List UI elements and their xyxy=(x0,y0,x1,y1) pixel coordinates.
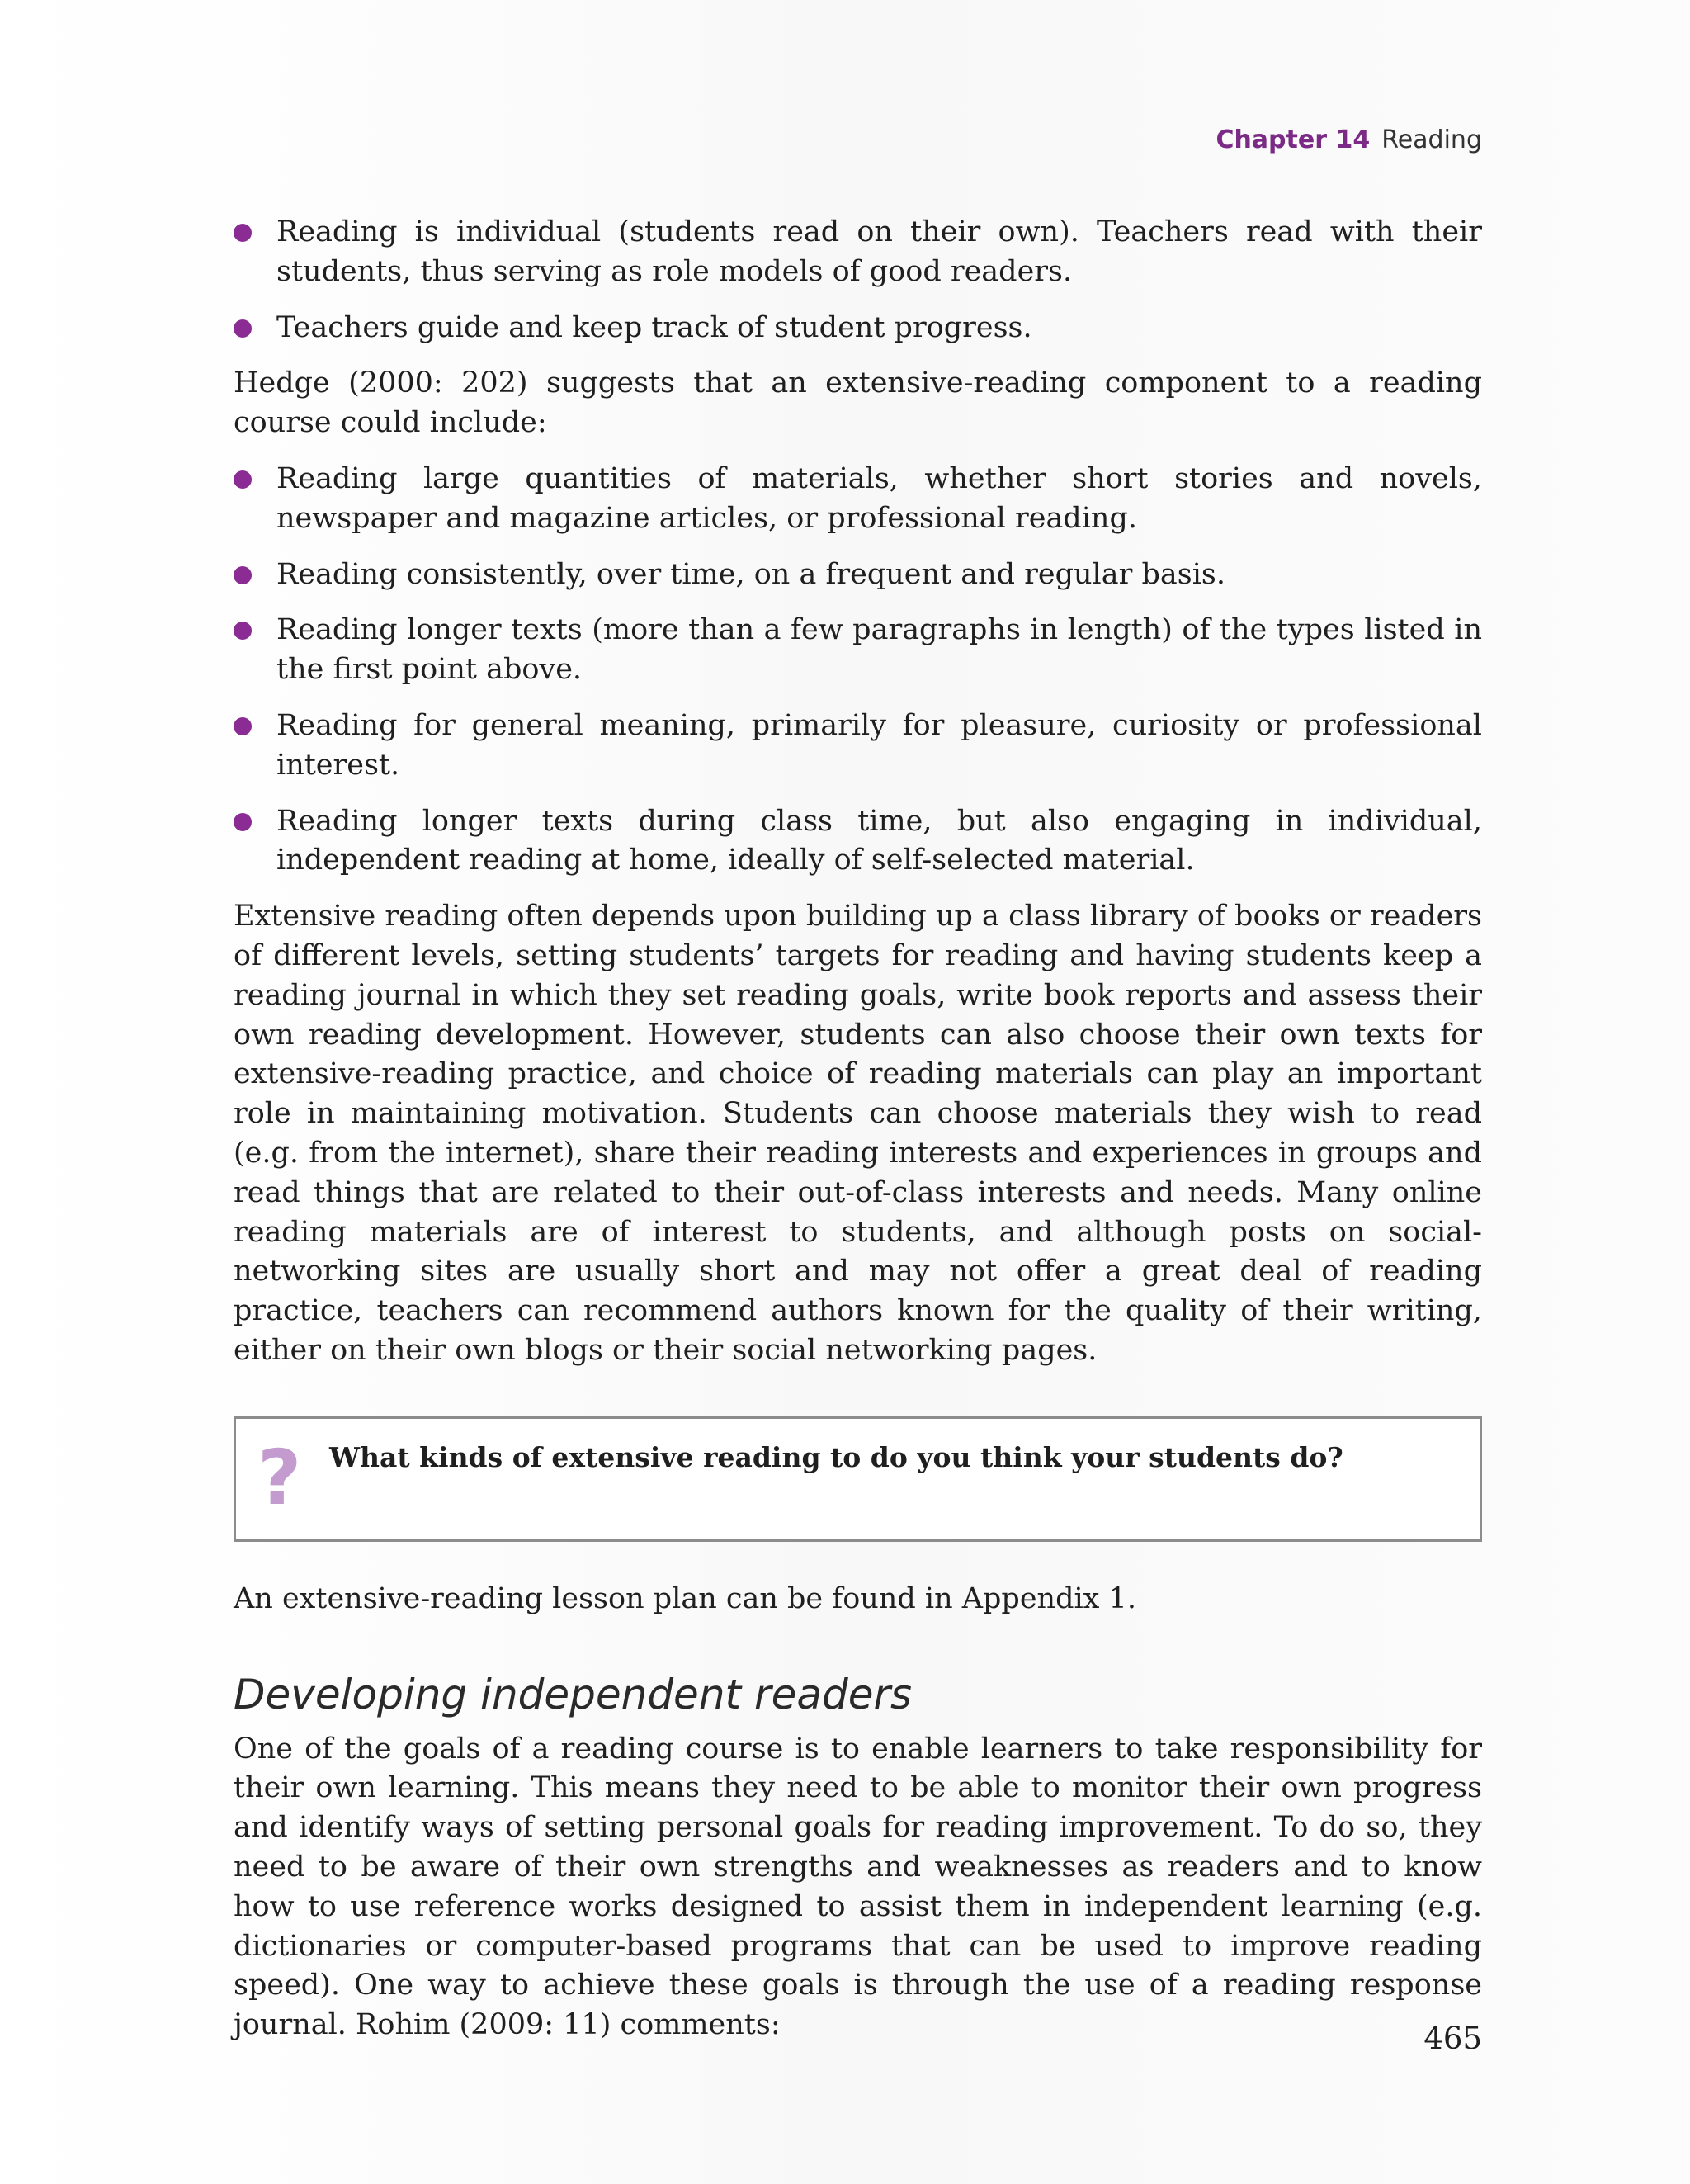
list-item-text: Reading consistently, over time, on a frequent and regular basis. xyxy=(276,557,1225,591)
list-item xyxy=(234,802,1482,882)
list-item-text: Reading longer texts during class time, but also engaging in individual, independent reading at home, ideally of self-selected material. xyxy=(276,804,1482,877)
list-item xyxy=(234,555,1482,595)
chapter-label: Chapter 14 xyxy=(1216,125,1371,154)
list-item xyxy=(234,611,1482,690)
list-item xyxy=(234,309,1482,348)
bullet-icon xyxy=(234,566,252,584)
page-content xyxy=(234,213,1482,2062)
chapter-title: Reading xyxy=(1381,125,1482,154)
paragraph-extensive-reading: Extensive reading often depends upon building up a class library of books or readers of different levels, setting students’ targets for reading and having students keep a reading journal in which they set reading goals, write book reports and assess their own reading development. However, students can also choose their own texts for extensive-reading practice, and choice of reading materials can play an important role in maintaining motivation. Students can choose materials they wish to read (e.g. from the internet), share their reading interests and experiences in groups and read things that are related to their out-of-class interests and needs. Many online reading materials are of interest to students, and although posts on social-networking sites are usually short and may not offer a great deal of reading practice, teachers can recommend authors known for the quality of their writing, either on their own blogs or their social networking pages. xyxy=(234,900,1482,1367)
section-heading: Developing independent readers xyxy=(234,1670,913,1718)
bullet-icon xyxy=(234,319,252,338)
reflection-box xyxy=(234,1416,1482,1542)
page-number: 465 xyxy=(1423,2021,1482,2056)
bullet-list-reading-traits xyxy=(234,213,1482,347)
list-item-text: Reading is individual (students read on their own). Teachers read with their students, thus serving as role models of good readers. xyxy=(276,215,1482,288)
list-item-text: Reading for general meaning, primarily for pleasure, curiosity or professional interest. xyxy=(276,708,1482,782)
list-item-text: Reading large quantities of materials, whether short stories and novels, newspaper and magazine articles, or professional reading. xyxy=(276,461,1482,535)
running-head xyxy=(1216,125,1482,154)
list-item xyxy=(234,707,1482,786)
paragraph-appendix-note: An extensive-reading lesson plan can be found in Appendix 1. xyxy=(234,1581,1136,1615)
bullet-icon xyxy=(234,470,252,489)
list-item-text: Reading longer texts (more than a few paragraphs in length) of the types listed in the first point above. xyxy=(276,613,1482,687)
list-item xyxy=(234,213,1482,292)
paragraph-independent-readers: One of the goals of a reading course is to enable learners to take responsibility for their own learning. This means they need to be able to monitor their own progress and identify ways of setting personal goals for reading improvement. To do so, they need to be aware of their own strengths and weaknesses as readers and to know how to use reference works designed to assist them in independent learning (e.g. dictionaries or computer-based programs that can be used to improve reading speed). One way to achieve these goals is through the use of a reading response journal. Rohim (2009: 11) comments: xyxy=(234,1732,1482,2042)
bullet-list-extensive-reading-components xyxy=(234,460,1482,881)
list-item xyxy=(234,460,1482,539)
bullet-icon xyxy=(234,813,252,831)
reflection-question: What kinds of extensive reading to do you think your students do? xyxy=(329,1440,1343,1473)
paragraph-hedge-intro: Hedge (2000: 202) suggests that an extensive-reading component to a reading course could include: xyxy=(234,366,1482,440)
bullet-icon xyxy=(234,717,252,735)
bullet-icon xyxy=(234,224,252,242)
list-item-text: Teachers guide and keep track of student progress. xyxy=(276,310,1032,344)
question-mark-icon: ? xyxy=(257,1433,302,1522)
bullet-icon xyxy=(234,622,252,640)
